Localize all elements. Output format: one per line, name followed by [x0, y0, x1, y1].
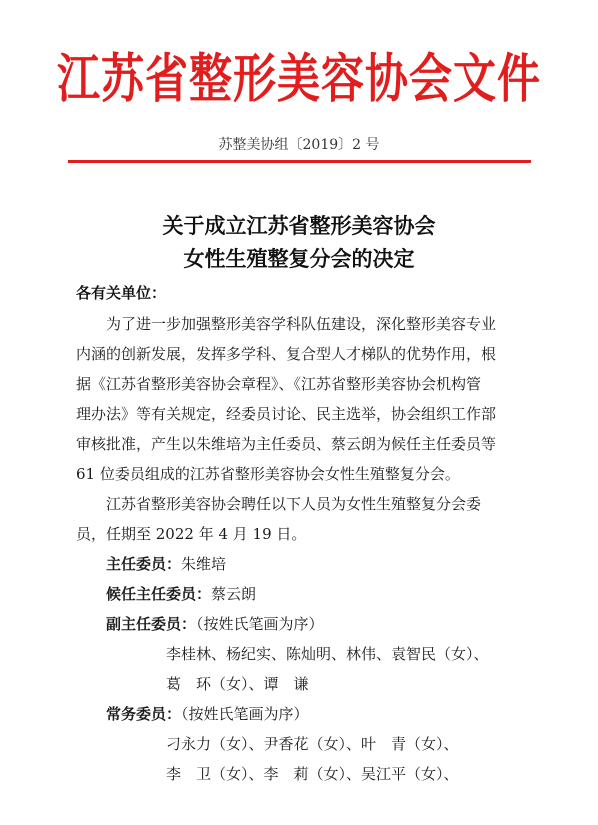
vice-chair-note: （按姓氏笔画为序）: [196, 615, 324, 633]
standing-member-note: （按姓氏笔画为序）: [181, 705, 309, 723]
document-title-line-2: 女性生殖整复分会的决定: [183, 247, 415, 271]
body-p1-line: 61 位委员组成的江苏省整形美容协会女性生殖整复分会。: [76, 465, 460, 483]
body-p1-line: 据《江苏省整形美容协会章程》、《江苏省整形美容协会机构管: [76, 375, 482, 393]
body-p2-line: 江苏省整形美容协会聘任以下人员为女性生殖整复分会委: [106, 495, 482, 513]
vice-chair-row: [106, 613, 324, 634]
standing-members-line: 李 卫（女）、李 莉（女）、吴江平（女）、: [166, 765, 459, 783]
salutation: 各有关单位：: [76, 284, 167, 302]
chair-row: [106, 553, 226, 574]
vice-chair-members-line: 李桂林、杨纪实、陈灿明、林伟、袁智民（女）、: [166, 645, 489, 663]
chair-name: 朱维培: [181, 555, 227, 573]
vice-chair-label: 副主任委员：: [106, 615, 197, 633]
chair-elect-label: 候任主任委员：: [106, 585, 212, 603]
body-p2-line: 员，任期至 2022 年 4 月 19 日。: [76, 525, 307, 543]
body-p1-line: 理办法》等有关规定，经委员讨论、民主选举，协会组织工作部: [76, 405, 497, 423]
standing-members-line: 刁永力（女）、尹香花（女）、叶 青（女）、: [166, 735, 459, 753]
chair-elect-row: [106, 583, 256, 604]
vice-chair-members-line: 葛 环（女）、谭 谦: [166, 675, 309, 693]
body-p1-line: 内涵的创新发展，发挥多学科、复合型人才梯队的优势作用，根: [76, 345, 497, 363]
document-number: 苏整美协组〔2019〕2 号: [218, 137, 380, 153]
chair-elect-name: 蔡云朗: [211, 585, 257, 603]
org-header-title: 江苏省整形美容协会文件: [57, 48, 541, 110]
standing-member-label: 常务委员：: [106, 705, 182, 723]
body-p1-line: 审核批准，产生以朱维培为主任委员、蔡云朗为候任主任委员等: [76, 435, 497, 453]
standing-member-row: [106, 703, 309, 724]
document-title-line-1: 关于成立江苏省整形美容协会: [162, 214, 436, 238]
chair-label: 主任委员：: [106, 555, 182, 573]
red-divider-line: [68, 160, 531, 163]
body-p1-line: 为了进一步加强整形美容学科队伍建设，深化整形美容专业: [106, 315, 497, 333]
